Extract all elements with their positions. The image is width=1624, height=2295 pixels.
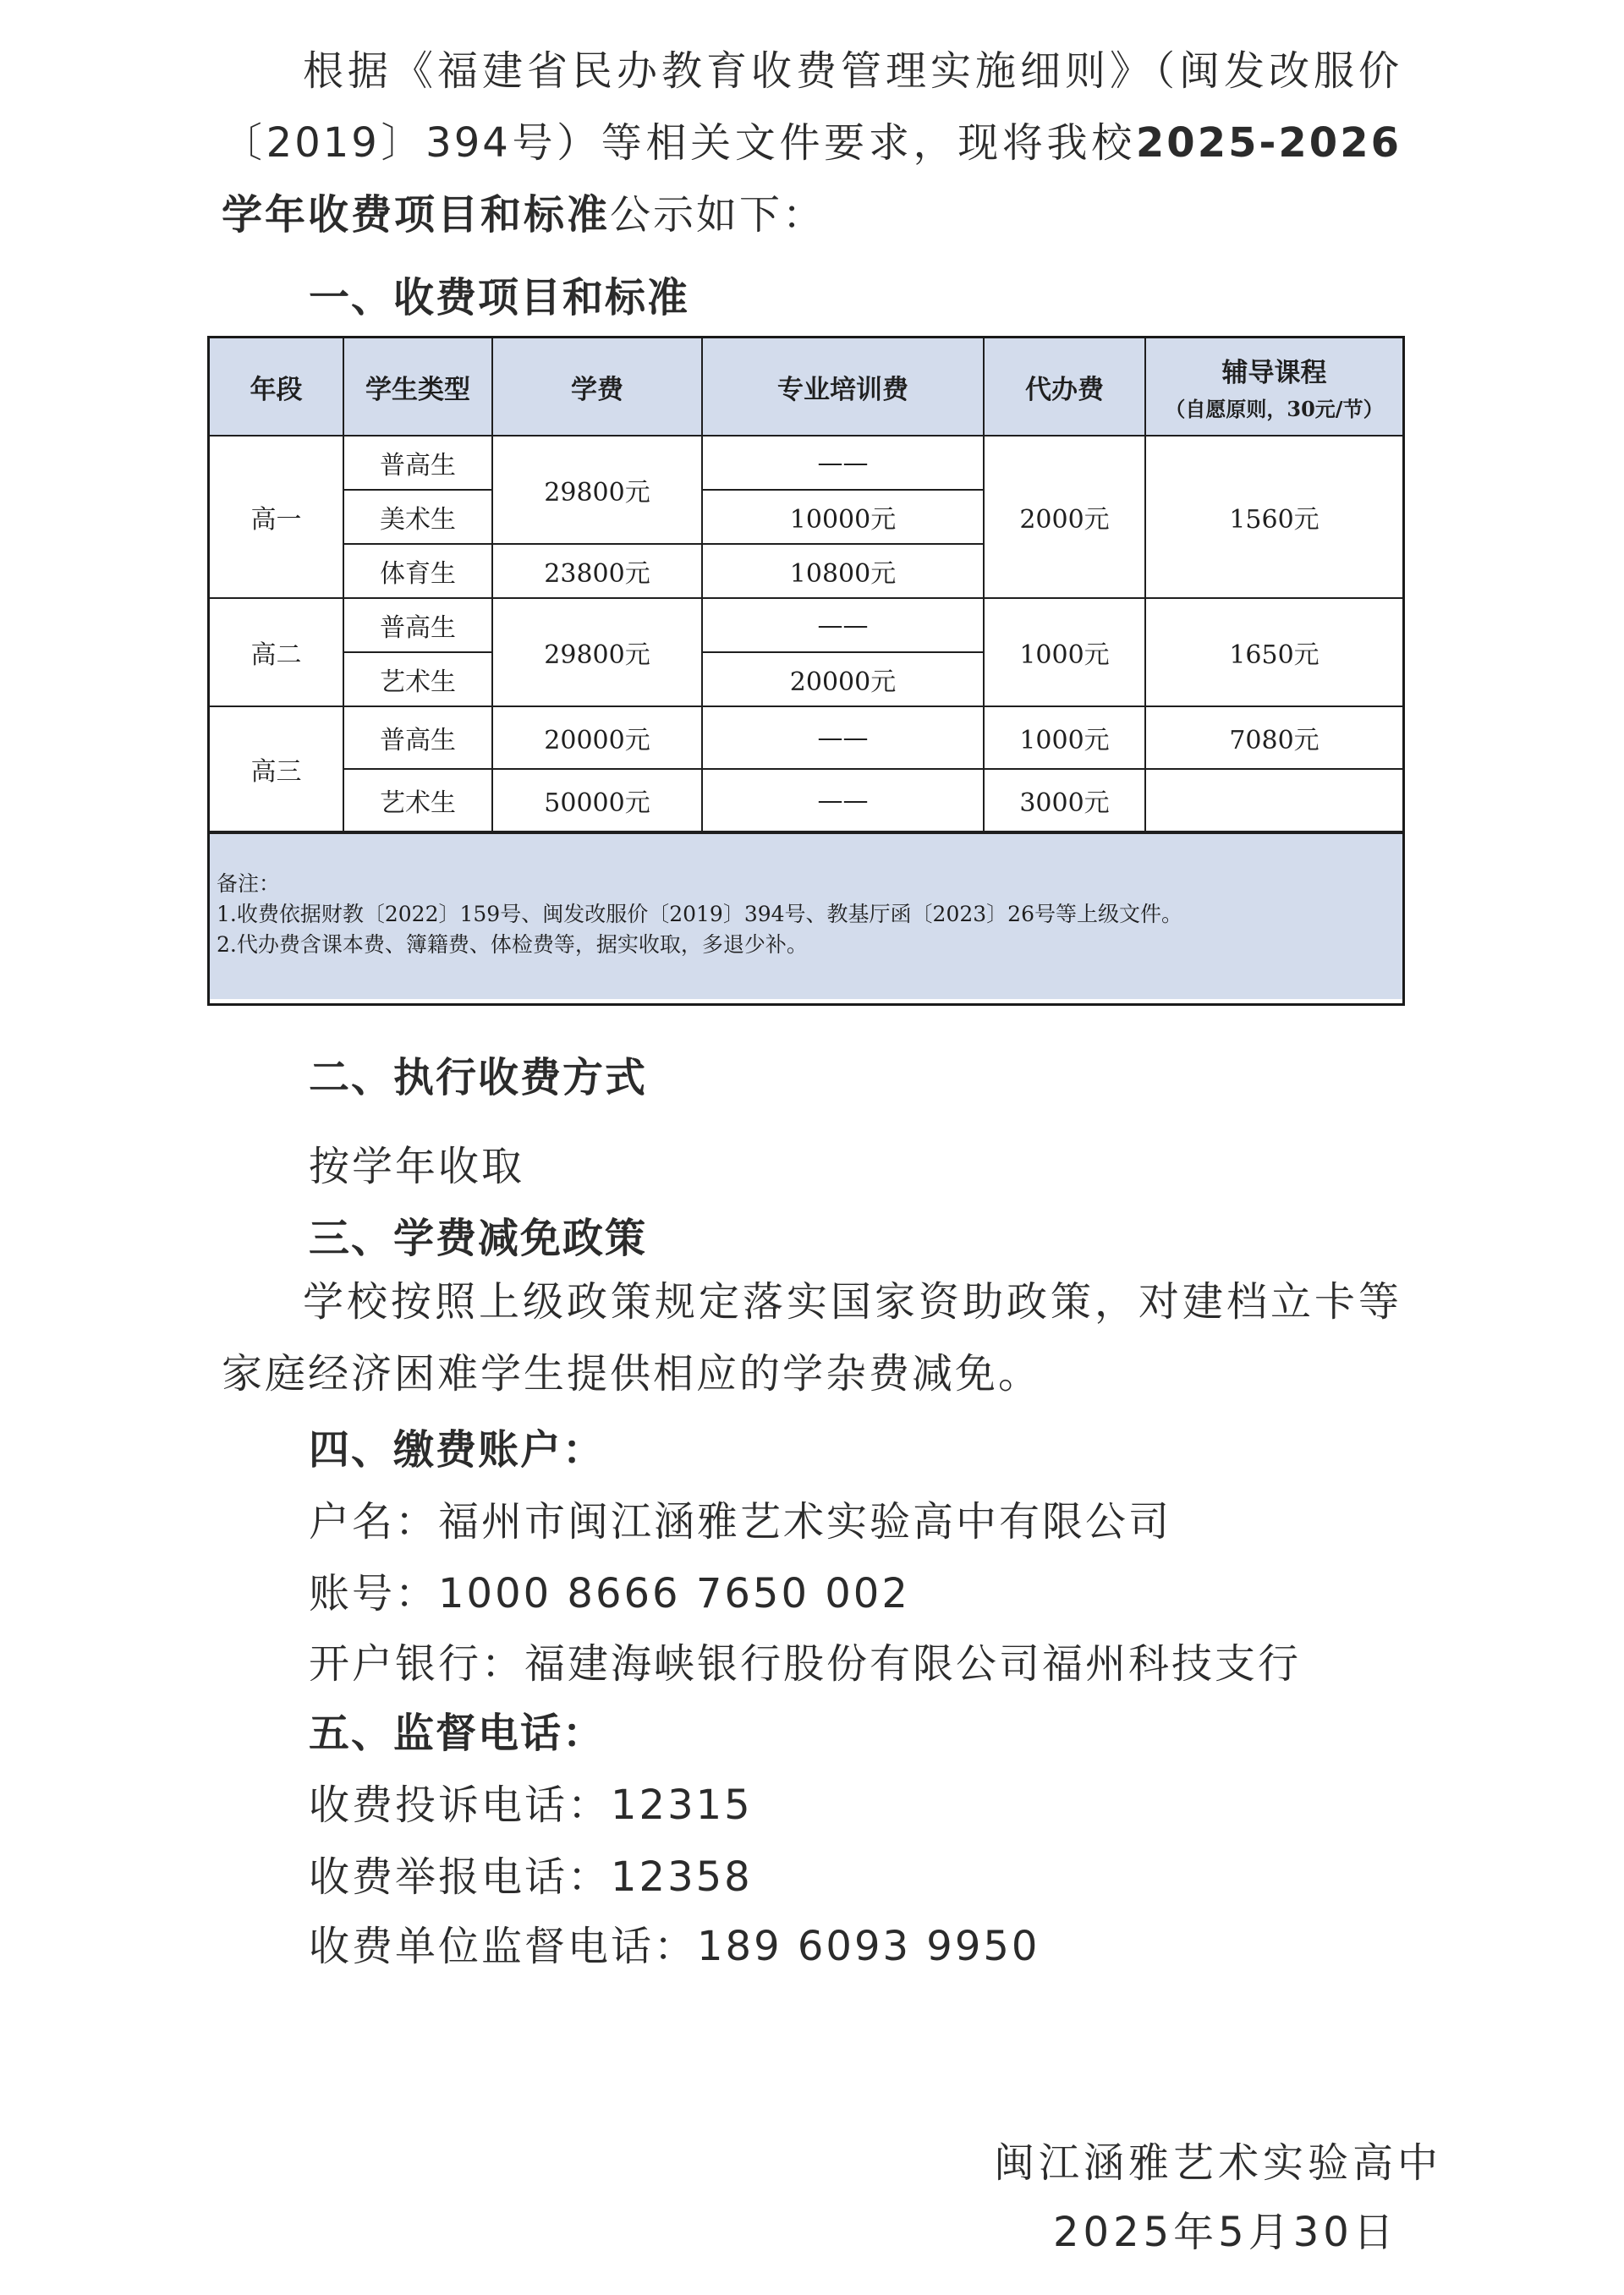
table-row <box>210 769 1402 832</box>
section-3-body: 学校按照上级政策规定落实国家资助政策，对建档立卡等家庭经济困难学生提供相应的学杂费减免。 <box>222 1278 1402 1397</box>
tutoring-cell: 7080元 <box>1145 706 1402 769</box>
note-2: 2.代办费含课本费、簿籍费、体检费等，据实收取，多退少补。 <box>217 932 808 957</box>
table-row <box>210 598 1402 652</box>
header-student-type: 学生类型 <box>343 338 492 436</box>
account-number: 账号：1000 8666 7650 002 <box>309 1570 910 1617</box>
table-row <box>210 436 1402 490</box>
student-type-cell: 普高生 <box>343 436 492 490</box>
bank-name: 开户银行：福建海峡银行股份有限公司福州科技支行 <box>309 1640 1302 1688</box>
student-type-cell: 艺术生 <box>343 652 492 706</box>
fee-table-grid <box>210 338 1402 832</box>
intro-text-bold: 2025-2026学年收费项目和标准 <box>222 119 1402 239</box>
header-tutoring-label: 辅导课程 <box>1221 358 1327 388</box>
header-agency-fee: 代办费 <box>984 338 1145 436</box>
section-1-title: 一、收费项目和标准 <box>309 274 690 321</box>
signature-date: 2025年5月30日 <box>1053 2209 1398 2256</box>
student-type-cell: 美术生 <box>343 490 492 544</box>
agency-cell: 3000元 <box>984 769 1145 832</box>
fee-table <box>207 336 1405 1006</box>
grade-cell: 高一 <box>210 436 343 598</box>
report-phone: 收费举报电话：12358 <box>309 1853 753 1901</box>
intro-text-b: 公示如下： <box>610 191 826 239</box>
tuition-cell: 20000元 <box>492 706 702 769</box>
training-cell: —— <box>702 706 984 769</box>
tuition-cell: 23800元 <box>492 544 702 598</box>
tuition-cell: 29800元 <box>492 598 702 706</box>
section-4-title: 四、缴费账户： <box>309 1426 606 1474</box>
training-cell: 20000元 <box>702 652 984 706</box>
table-notes <box>210 832 1402 999</box>
note-1: 1.收费依据财教〔2022〕159号、闽发改服价〔2019〕394号、教基厅函〔2023〕26号等上级文件。 <box>217 902 1182 926</box>
training-cell: —— <box>702 598 984 652</box>
grade-cell: 高二 <box>210 598 343 706</box>
tutoring-cell: 1560元 <box>1145 436 1402 598</box>
training-cell: 10000元 <box>702 490 984 544</box>
section-2-title: 二、执行收费方式 <box>309 1054 648 1101</box>
table-header-row <box>210 338 1402 436</box>
notes-label: 备注： <box>217 871 281 896</box>
student-type-cell: 艺术生 <box>343 769 492 832</box>
student-type-cell: 体育生 <box>343 544 492 598</box>
student-type-cell: 普高生 <box>343 598 492 652</box>
header-training-fee: 专业培训费 <box>702 338 984 436</box>
agency-cell: 1000元 <box>984 706 1145 769</box>
training-cell: —— <box>702 769 984 832</box>
training-cell: —— <box>702 436 984 490</box>
tuition-cell: 50000元 <box>492 769 702 832</box>
intro-paragraph <box>222 36 1402 251</box>
section-5-title: 五、监督电话： <box>309 1710 606 1757</box>
student-type-cell: 普高生 <box>343 706 492 769</box>
tutoring-cell <box>1145 769 1402 832</box>
header-grade: 年段 <box>210 338 343 436</box>
header-tutoring-note: （自愿原则，30元/节） <box>1165 397 1384 421</box>
section-3-title: 三、学费减免政策 <box>309 1215 648 1262</box>
header-tuition: 学费 <box>492 338 702 436</box>
training-cell: 10800元 <box>702 544 984 598</box>
header-tutoring <box>1145 338 1402 436</box>
complaint-phone: 收费投诉电话：12315 <box>309 1782 753 1829</box>
agency-cell: 2000元 <box>984 436 1145 598</box>
tutoring-cell: 1650元 <box>1145 598 1402 706</box>
agency-cell: 1000元 <box>984 598 1145 706</box>
supervision-phone: 收费单位监督电话：189 6093 9950 <box>309 1923 1040 1970</box>
grade-cell: 高三 <box>210 706 343 832</box>
tuition-cell: 29800元 <box>492 436 702 544</box>
table-row <box>210 706 1402 769</box>
intro-text-a: 根据《福建省民办教育收费管理实施细则》（闽发改服价〔2019〕394号）等相关文件要求，现将我校 <box>222 47 1402 167</box>
section-2-body: 按学年收取 <box>309 1143 525 1190</box>
account-name: 户名：福州市闽江涵雅艺术实验高中有限公司 <box>309 1498 1172 1546</box>
signature-org: 闽江涵雅艺术实验高中 <box>994 2139 1443 2187</box>
